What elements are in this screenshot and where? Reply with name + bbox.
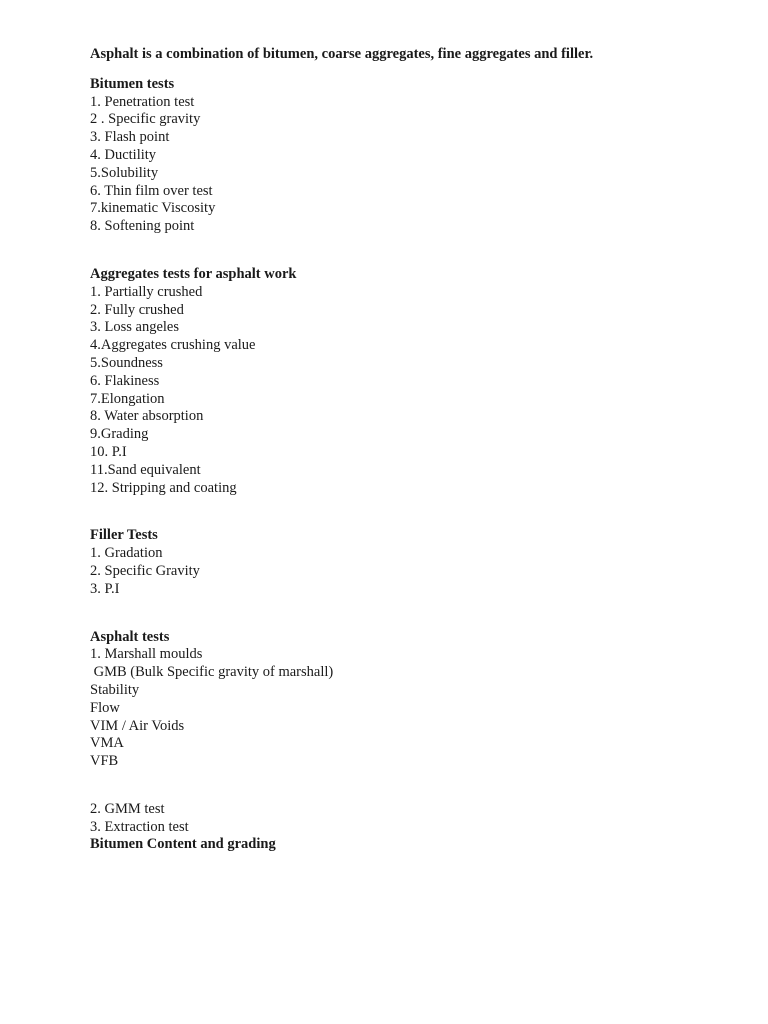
filler-item: 3. P.I (90, 580, 120, 597)
bitumen-item: 5.Solubility (90, 164, 159, 181)
aggregates-item: 6. Flakiness (90, 372, 160, 389)
aggregates-item: 11.Sand equivalent (90, 461, 201, 478)
asphalt-item: Flow (90, 699, 120, 716)
asphalt-section (90, 629, 730, 771)
bitumen-item: 2 . Specific gravity (90, 111, 201, 128)
filler-item: 1. Gradation (90, 545, 163, 562)
bitumen-section (90, 76, 730, 236)
filler-item: 2. Specific Gravity (90, 562, 200, 579)
bitumen-item: 1. Penetration test (90, 93, 195, 110)
bitumen-item: 8. Softening point (90, 218, 195, 235)
bitumen-item: 7.kinematic Viscosity (90, 200, 216, 217)
asphalt-item: VMA (90, 735, 124, 752)
document-page (90, 46, 730, 884)
bitumen-heading: Bitumen tests (90, 75, 175, 92)
asphalt-item: GMB (Bulk Specific gravity of marshall) (90, 664, 334, 681)
asphalt-item: 1. Marshall moulds (90, 646, 203, 663)
closing-heading: Bitumen Content and grading (90, 836, 276, 853)
aggregates-item: 10. P.I (90, 443, 127, 460)
aggregates-item: 8. Water absorption (90, 408, 204, 425)
aggregates-heading: Aggregates tests for asphalt work (90, 265, 297, 282)
aggregates-item: 12. Stripping and coating (90, 479, 237, 496)
bitumen-item: 4. Ductility (90, 146, 157, 163)
other-item: 2. GMM test (90, 800, 165, 817)
intro-text: Asphalt is a combination of bitumen, coarse aggregates, fine aggregates and filler. (90, 46, 594, 62)
aggregates-item: 7.Elongation (90, 390, 165, 407)
aggregates-item: 5.Soundness (90, 354, 163, 371)
other-tests-section (90, 801, 730, 854)
aggregates-section (90, 266, 730, 497)
asphalt-heading: Asphalt tests (90, 628, 170, 645)
aggregates-item: 3. Loss angeles (90, 319, 179, 336)
aggregates-item: 9.Grading (90, 426, 149, 443)
asphalt-item: VIM / Air Voids (90, 717, 185, 734)
asphalt-item: Stability (90, 681, 140, 698)
aggregates-item: 1. Partially crushed (90, 283, 203, 300)
filler-section (90, 527, 730, 598)
filler-heading: Filler Tests (90, 527, 158, 544)
aggregates-item: 4.Aggregates crushing value (90, 337, 256, 354)
aggregates-item: 2. Fully crushed (90, 301, 184, 318)
other-item: 3. Extraction test (90, 818, 189, 835)
asphalt-item: VFB (90, 753, 119, 770)
bitumen-item: 6. Thin film over test (90, 182, 213, 199)
bitumen-item: 3. Flash point (90, 129, 170, 146)
